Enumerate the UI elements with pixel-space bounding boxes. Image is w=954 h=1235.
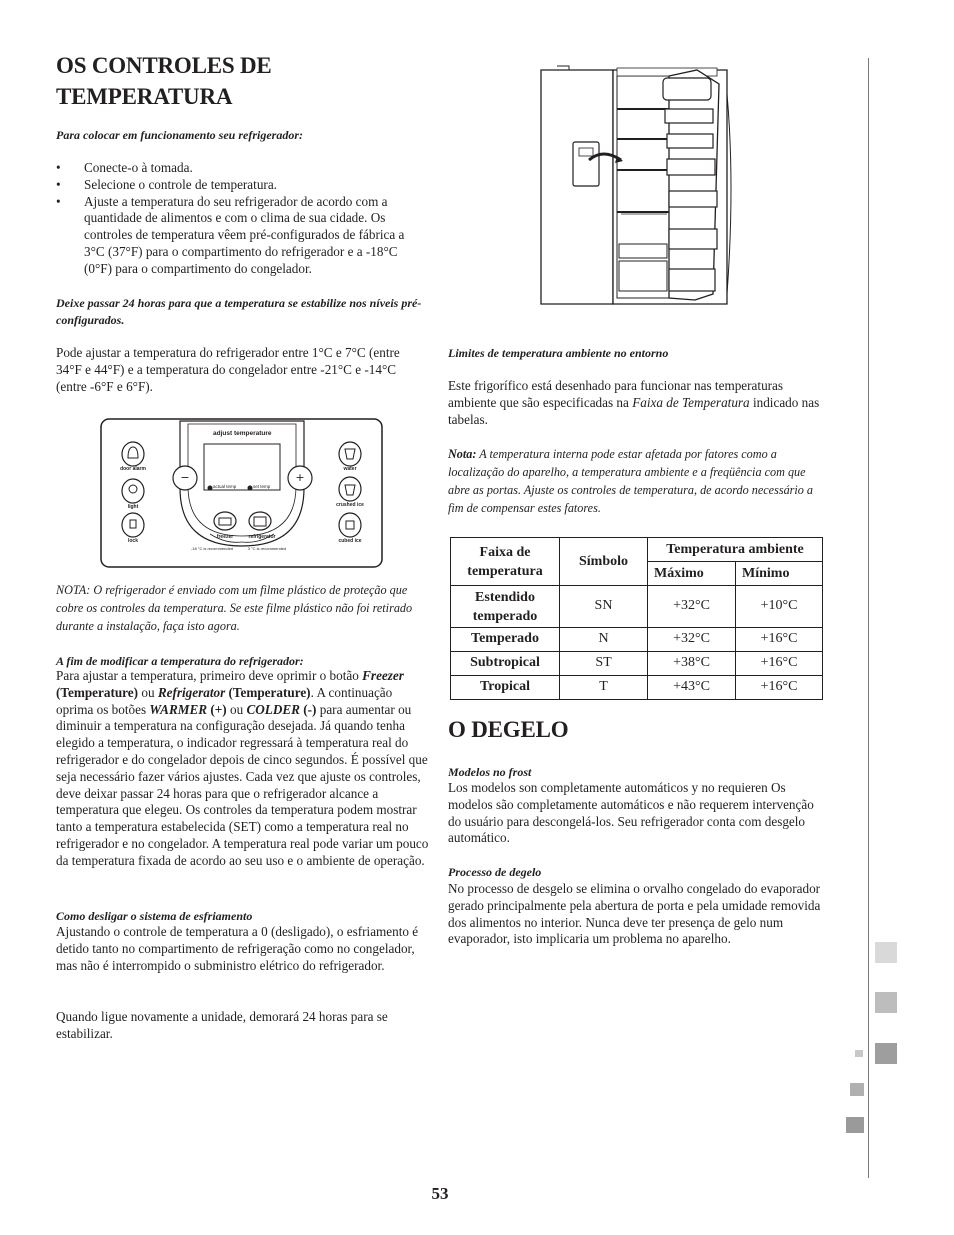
table-header-row <box>451 538 823 562</box>
refrigerator-drawing <box>537 64 741 314</box>
row-max: +32°C <box>648 586 736 628</box>
warmer-button-ref: WARMER <box>149 701 208 717</box>
refrigerator-label: refrigerator <box>248 534 276 540</box>
row-name: Estendido temperado <box>451 586 560 628</box>
table-row <box>451 586 823 628</box>
shutdown-paragraph: Ajustando o controle de temperatura a 0 (desligado), o esfriamento é detido tanto no compartimento de refrigeração como no congelador, mas não é interrompido o subministro elétrico do refrigerador. <box>56 924 419 973</box>
nota-label: Nota: <box>448 447 477 461</box>
modify-text: para aumentar ou diminuir a temperatura na configuração desejada. Já quando tenha elegido a temperatura, o indicador regressará à temperatura real do refrigerador e do congelador depois de cinco segundos. É possível que seja necessário fazer vários ajustes. Cada vez que ajuste os controles, deve deixar passar 24 horas para que o refrigerador alcance a temperatura que elegeu. Os controles da temperatura podem mostrar tanto a temperatura estabelecida (SET) como a temperatura real no refrigerador e no congelador. A temperatura real pode variar um pouco da temperatura fixada de acordo ao seu uso e o ambiente de operação. <box>56 701 429 868</box>
row-symbol: T <box>560 676 648 700</box>
page-number: 53 <box>431 1184 449 1203</box>
colder-button-ref: COLDER <box>246 701 300 717</box>
limits-paragraph <box>448 378 824 428</box>
control-panel-illustration <box>100 418 383 568</box>
modify-text: . A continuação oprima os botões <box>56 684 393 717</box>
table-row <box>451 652 823 676</box>
header-temperature-range: Faixa de temperatura <box>451 538 560 586</box>
limits-text: Este frigorífico está desenhado para funcionar nas temperaturas ambiente que são especificadas na <box>448 378 784 410</box>
refrigerator-button-ref: Refrigerator <box>157 684 226 700</box>
shutdown-heading: Como desligar o sistema de esfriamento <box>56 909 253 923</box>
limits-text: indicado nas tabelas. <box>448 394 820 427</box>
protective-film-note <box>56 581 430 635</box>
modify-text: Para ajustar a temperatura, primeiro deve oprimir o botão <box>56 668 363 683</box>
set-temp-label: set temp <box>253 484 271 489</box>
minus-ref: (-) <box>299 701 317 717</box>
warmer-button: + <box>295 471 305 484</box>
margin-square <box>846 1117 864 1133</box>
colder-button: − <box>180 471 190 484</box>
nota-text: O refrigerador é enviado com um filme plástico de proteção que cobre os controles da temperatura. Se este filme plástico não foi retirado durante a instalação, faça isto agora. <box>56 583 413 633</box>
list-item: • Selecione o controle de temperatura. <box>56 177 426 194</box>
freezer-button-ref: Freezer <box>362 668 404 683</box>
header-max: Máximo <box>648 562 736 586</box>
fridge-recommended-label: 3 °C is recommended <box>247 546 287 551</box>
actual-temp-label: actual temp <box>213 484 237 489</box>
crushed-ice-label: crushed ice <box>336 502 364 508</box>
row-min: +16°C <box>736 628 823 652</box>
ambient-note <box>448 445 826 517</box>
margin-square <box>875 992 897 1013</box>
margin-square <box>875 942 897 963</box>
intro-heading: Para colocar em funcionamento seu refrigerador: <box>56 128 303 142</box>
restart-paragraph: Quando ligue novamente a unidade, demorará 24 horas para se estabilizar. <box>56 1009 388 1041</box>
light-label: light <box>127 504 139 510</box>
row-symbol: ST <box>560 652 648 676</box>
limits-heading: Limites de temperatura ambiente no entorno <box>448 346 669 360</box>
row-symbol: SN <box>560 586 648 628</box>
margin-square <box>850 1083 864 1096</box>
process-heading: Processo de degelo <box>448 865 542 879</box>
table-row <box>451 628 823 652</box>
freezer-label: freezer <box>216 534 234 540</box>
process-paragraph: No processo de desgelo se elimina o orvalho congelado do evaporador gerado principalmente pela abertura de porta e pela umidade removida dos alimentos no interior. Nunca deve ter presença de gelo num evaporador, isto implicaria um problema no aparelho. <box>448 881 821 947</box>
table-row <box>451 676 823 700</box>
row-name: Subtropical <box>451 652 560 676</box>
margin-rule <box>868 58 869 1178</box>
header-min: Mínimo <box>736 562 823 586</box>
list-item: • Conecte-o à tomada. <box>56 160 426 177</box>
cubed-ice-label: cubed ice <box>338 538 362 544</box>
margin-square <box>855 1050 863 1057</box>
door-alarm-label: door alarm <box>120 466 146 472</box>
row-max: +38°C <box>648 652 736 676</box>
section-title-defrost: O DEGELO <box>448 717 569 742</box>
row-symbol: N <box>560 628 648 652</box>
refrigerator-illustration <box>537 64 741 314</box>
row-min: +16°C <box>736 652 823 676</box>
header-ambient-temperature: Temperatura ambiente <box>648 538 823 562</box>
modify-paragraph <box>56 668 430 870</box>
nofrost-paragraph: Los modelos son completamente automáticos y no requieren Os modelos são completamente automáticos e não requerem intervenção do usuário para descongelá-los. Seu refrigerador conta com desgelo automático. <box>448 780 814 846</box>
temperature-ref: (Temperature) <box>225 684 311 700</box>
modify-text: ou <box>138 684 158 700</box>
row-max: +32°C <box>648 628 736 652</box>
section-title-temperature-controls: OS CONTROLES DE TEMPERATURA <box>56 53 272 109</box>
setup-steps-list <box>56 160 426 278</box>
row-min: +16°C <box>736 676 823 700</box>
row-max: +43°C <box>648 676 736 700</box>
row-name: Temperado <box>451 628 560 652</box>
stabilize-note: Deixe passar 24 horas para que a temperatura se estabilize nos níveis pré-configurados. <box>56 296 422 327</box>
margin-square <box>875 1043 897 1064</box>
climate-class-table <box>450 537 823 700</box>
modify-heading: A fim de modificar a temperatura do refrigerador: <box>56 654 304 668</box>
nofrost-heading: Modelos no frost <box>448 765 532 779</box>
temperature-ref: (Temperature) <box>56 684 139 700</box>
nota-label: NOTA: <box>56 583 91 597</box>
list-item: • Ajuste a temperatura do seu refrigerador de acordo com a quantidade de alimentos e com o clima de sua cidade. Os controles de temperatura vêem pré-configurados de fábrica a 3°C (37°F) para o compartimento do refrigerador e a -18°C (0°F) para o compartimento do congelador. <box>56 194 426 278</box>
header-symbol: Símbolo <box>560 538 648 586</box>
lock-label: lock <box>127 538 138 544</box>
modify-text: ou <box>226 701 247 717</box>
plus-ref: (+) <box>207 701 227 717</box>
freezer-recommended-label: -18 °C is recommended <box>190 546 234 551</box>
range-paragraph: Pode ajustar a temperatura do refrigerador entre 1°C e 7°C (entre 34°F e 44°F) e a temperatura do congelador entre -21°C e -14°C (entre -6°F e 6°F). <box>56 345 400 394</box>
temperature-range-ref: Faixa de Temperatura <box>632 394 750 410</box>
nota-text: A temperatura interna pode estar afetada por fatores como a localização do aparelho, a temperatura ambiente e a freqüência com que abre as portas. Ajuste os controles de temperatura, de acordo necessário a fim de compensar estes fatores. <box>448 447 814 515</box>
row-name: Tropical <box>451 676 560 700</box>
row-min: +10°C <box>736 586 823 628</box>
water-label: water <box>343 466 357 472</box>
adjust-temperature-label: adjust temperature <box>213 430 272 437</box>
